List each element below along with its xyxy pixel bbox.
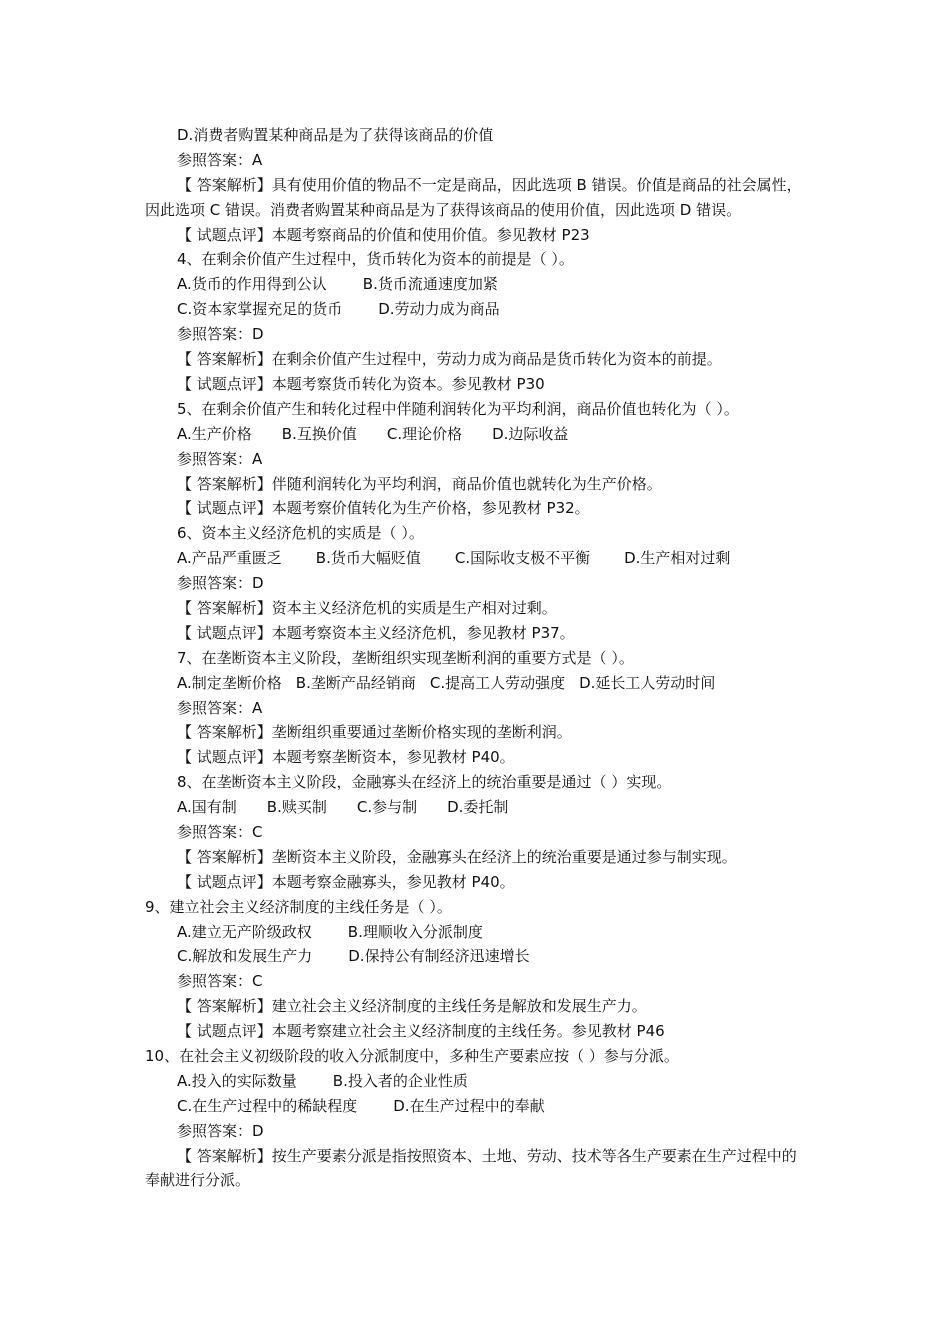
- option-a: A.投入的实际数量: [177, 1071, 297, 1090]
- answer-line: 参照答案：C: [177, 822, 263, 841]
- answer-line: 参照答案：C: [177, 972, 263, 991]
- options-row: [145, 546, 810, 571]
- option-a: A.货币的作用得到公认: [177, 275, 327, 294]
- options-row: [145, 272, 810, 297]
- question-5: 5、在剩余价值产生和转化过程中伴随利润转化为平均利润，商品价值也转化为（ ）。: [177, 399, 739, 418]
- options-row: [145, 920, 810, 945]
- question-comment: 【 试题点评】本题考察资本主义经济危机，参见教材 P37。: [177, 623, 575, 642]
- option-c: C.参与制: [356, 798, 418, 817]
- answer-line: 参照答案：A: [177, 150, 263, 169]
- options-row: [145, 1069, 810, 1094]
- option-b: B.垄断产品经销商: [295, 673, 416, 692]
- answer-line: 参照答案：D: [177, 574, 264, 593]
- options-row: [145, 944, 810, 969]
- option-a: A.建立无产阶级政权: [177, 922, 312, 941]
- answer-line: 参照答案：A: [177, 698, 263, 717]
- options-row: [145, 1094, 810, 1119]
- option-d: D.劳动力成为商品: [378, 300, 500, 319]
- option-c: C.资本家掌握充足的货币: [177, 300, 343, 319]
- option-b: B.互换价值: [281, 424, 357, 443]
- answer-line: 参照答案：D: [177, 325, 264, 344]
- option-c: C.提高工人劳动强度: [429, 673, 566, 692]
- question-9: 9、建立社会主义经济制度的主线任务是（ ）。: [145, 897, 452, 916]
- question-comment: 【 试题点评】本题考察货币转化为资本。参见教材 P30: [177, 374, 545, 393]
- option-b: B.理顺收入分派制度: [347, 922, 483, 941]
- option-d: D.边际收益: [492, 424, 569, 443]
- answer-explanation: 【 答案解析】具有使用价值的物品不一定是商品，因此选项 B 错误。价值是商品的社会属性，因此选项 C 错误。消费者购置某种商品是为了获得该商品的使用价值，因此选项 D 错误。: [145, 175, 802, 219]
- option-d: D.委托制: [447, 798, 509, 817]
- answer-explanation: 【 答案解析】在剩余价值产生过程中，劳动力成为商品是货币转化为资本的前提。: [177, 350, 722, 369]
- option-d: D.在生产过程中的奉献: [393, 1096, 545, 1115]
- answer-explanation: 【 答案解析】垄断资本主义阶段，金融寡头在经济上的统治重要是通过参与制实现。: [177, 847, 737, 866]
- option-a: A.制定垄断价格: [177, 673, 282, 692]
- option-a: A.产品严重匮乏: [177, 549, 282, 568]
- answer-explanation: 【 答案解析】资本主义经济危机的实质是生产相对过剩。: [177, 598, 557, 617]
- answer-explanation: 【 答案解析】垄断组织重要通过垄断价格实现的垄断利润。: [177, 723, 572, 742]
- option-c: C.解放和发展生产力: [177, 947, 313, 966]
- option-line: [145, 123, 810, 148]
- question-6: 6、资本主义经济危机的实质是（ ）。: [177, 524, 424, 543]
- question-4: 4、在剩余价值产生过程中，货币转化为资本的前提是（ ）。: [177, 250, 574, 269]
- question-comment: 【 试题点评】本题考察价值转化为生产价格，参见教材 P32。: [177, 499, 590, 518]
- question-comment: 【 试题点评】本题考察商品的价值和使用价值。参见教材 P23: [177, 225, 590, 244]
- option-b: B.赎买制: [266, 798, 327, 817]
- answer-explanation: 【 答案解析】按生产要素分派是指按照资本、土地、劳动、技术等各生产要素在生产过程中的奉献进行分派。: [145, 1146, 797, 1190]
- option-c: C.在生产过程中的稀缺程度: [177, 1096, 358, 1115]
- option-d: D.保持公有制经济迅速增长: [348, 947, 530, 966]
- options-row: [145, 297, 810, 322]
- question-comment: 【 试题点评】本题考察建立社会主义经济制度的主线任务。参见教材 P46: [177, 1022, 665, 1041]
- option-d: D.生产相对过剩: [624, 549, 731, 568]
- option-b: B.货币流通速度加紧: [362, 275, 498, 294]
- options-row: [145, 422, 810, 447]
- question-comment: 【 试题点评】本题考察垄断资本，参见教材 P40。: [177, 748, 515, 767]
- question-comment: 【 试题点评】本题考察金融寡头，参见教材 P40。: [177, 872, 515, 891]
- document-body: [145, 123, 810, 1193]
- answer-line: 参照答案：A: [177, 449, 263, 468]
- question-7: 7、在垄断资本主义阶段，垄断组织实现垄断利润的重要方式是（ ）。: [177, 648, 634, 667]
- answer-line: 参照答案：D: [177, 1121, 264, 1140]
- question-10: 10、在社会主义初级阶段的收入分派制度中，多种生产要素应按（ ）参与分派。: [145, 1046, 679, 1065]
- option-d-text: D.消费者购置某种商品是为了获得该商品的价值: [177, 126, 494, 144]
- option-a: A.国有制: [177, 798, 237, 817]
- option-a: A.生产价格: [177, 424, 252, 443]
- question-8: 8、在垄断资本主义阶段，金融寡头在经济上的统治重要是通过（ ）实现。: [177, 773, 672, 792]
- options-row: [145, 671, 810, 696]
- options-row: [145, 795, 810, 820]
- option-b: B.投入者的企业性质: [332, 1071, 468, 1090]
- option-b: B.货币大幅贬值: [315, 549, 421, 568]
- answer-explanation: 【 答案解析】伴随利润转化为平均利润，商品价值也就转化为生产价格。: [177, 474, 662, 493]
- option-d: D.延长工人劳动时间: [579, 673, 716, 692]
- answer-explanation: 【 答案解析】建立社会主义经济制度的主线任务是解放和发展生产力。: [177, 997, 647, 1016]
- option-c: C.国际收支极不平衡: [454, 549, 591, 568]
- option-c: C.理论价格: [386, 424, 463, 443]
